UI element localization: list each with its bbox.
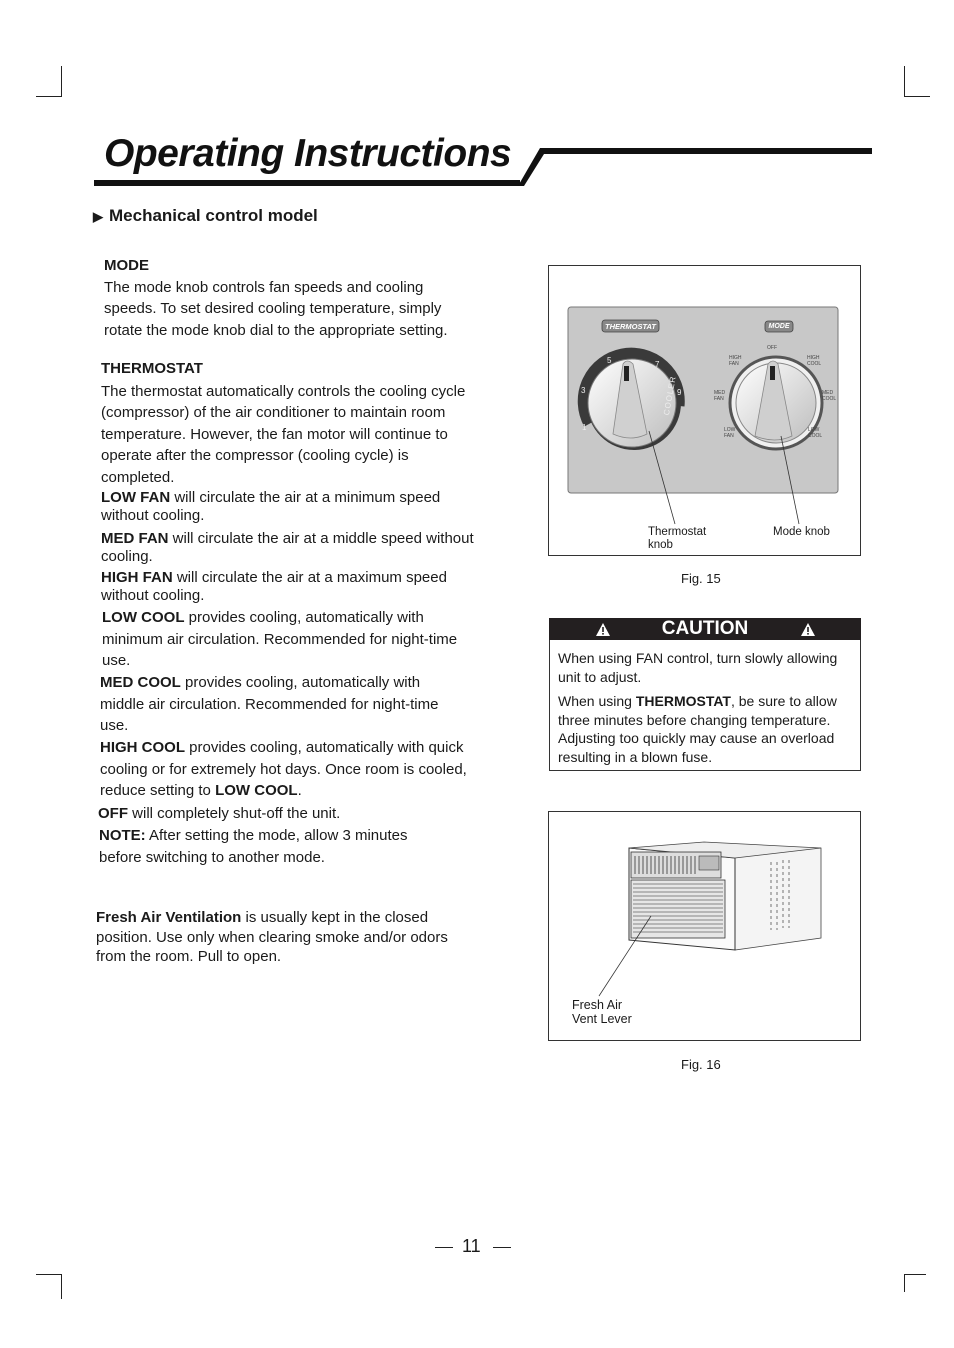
setting-text: will circulate the air at a maximum speed without cooling. (101, 569, 447, 604)
fresh-air-lever-label (572, 998, 632, 1026)
crop-mark (904, 1274, 926, 1275)
page-number-dash (435, 1247, 453, 1248)
setting-med-fan (101, 530, 476, 566)
cooler-text: COOLER (661, 375, 678, 416)
setting-low-fan (101, 489, 476, 525)
setting-term: LOW COOL (215, 782, 298, 799)
setting-term: LOW FAN (101, 489, 171, 506)
setting-text: provides cooling, automatically with minimum air circulation. Recommended for night-time use. (102, 609, 458, 669)
setting-high-fan (101, 569, 476, 605)
page-title: Operating Instructions (104, 132, 512, 175)
mode-position: MED FAN (714, 390, 726, 402)
caution-text: When using (558, 693, 636, 709)
setting-med-cool (100, 672, 445, 737)
setting-text: provides cooling, automatically with middle air circulation. Recommended for night-time use. (100, 674, 439, 734)
setting-text: . (297, 782, 302, 799)
setting-high-cool (100, 737, 472, 802)
label-line: knob (648, 539, 673, 551)
setting-low-cool (102, 607, 462, 672)
setting-text: provides cooling, automatically with quick cooling or for extremely hot days. Once room is cooled, reduce setting to (100, 739, 467, 799)
caution-paragraph: When using FAN control, turn slowly allowing unit to adjust. (558, 650, 838, 685)
thermostat-number: 9 (677, 388, 682, 397)
figure-caption: Fig. 15 (681, 571, 721, 586)
section-heading-text: Mechanical control model (109, 206, 318, 225)
mode-position: OFF (767, 345, 777, 351)
setting-note (99, 825, 409, 868)
warning-icon (800, 622, 816, 637)
mode-position: HIGH FAN (729, 355, 742, 367)
fresh-air-text: is usually kept in the closed position. Use only when clearing smoke and/or odors from the room. Pull to open. (96, 909, 448, 965)
caution-bold: THERMOSTAT (635, 693, 731, 709)
label-line: Vent Lever (572, 1012, 632, 1026)
thermostat-knob-label (648, 526, 706, 552)
setting-text: will completely shut-off the unit. (128, 805, 341, 822)
fresh-air-paragraph (96, 908, 464, 967)
crop-mark (904, 1274, 905, 1292)
crop-mark (61, 1274, 62, 1299)
figure-air-conditioner (548, 811, 861, 1041)
mode-position: MED COOL (822, 390, 837, 402)
mode-text: The mode knob controls fan speeds and cooling speeds. To set desired cooling temperature, simply rotate the mode knob dial to the appropriate setting. (104, 278, 448, 339)
mode-heading: MODE (104, 257, 149, 274)
thermostat-heading: THERMOSTAT (101, 360, 203, 377)
label-line: Fresh Air (572, 998, 623, 1012)
figure-control-panel (548, 265, 861, 556)
page-number-dash (493, 1247, 511, 1248)
thermostat-number: 1 (582, 423, 587, 432)
control-panel-illustration (549, 266, 860, 555)
page-number: 11 (462, 1236, 481, 1256)
figure-caption: Fig. 16 (681, 1057, 721, 1072)
caution-text: , be sure to allow three minutes before changing temperature. Adjusting too quickly may cause an overload resulting in a blown fuse. (558, 693, 837, 765)
mode-position: LOW FAN (724, 427, 736, 439)
setting-term: MED FAN (101, 530, 169, 547)
thermostat-number: 5 (607, 356, 612, 365)
title-underline (0, 0, 954, 200)
setting-text: will circulate the air at a middle speed without cooling. (101, 530, 474, 565)
thermostat-plate-label: THERMOSTAT (605, 322, 656, 331)
mode-knob-label: Mode knob (773, 526, 830, 538)
section-heading (93, 206, 318, 226)
mode-position: HIGH COOL (807, 355, 822, 367)
mode-paragraph (104, 255, 476, 341)
setting-text: will circulate the air at a minimum speed without cooling. (101, 489, 441, 524)
mode-plate-label: MODE (768, 323, 790, 330)
setting-term: HIGH COOL (100, 739, 185, 756)
setting-term: NOTE: (99, 827, 146, 844)
thermostat-number: 7 (655, 360, 660, 369)
mode-position: LOW COOL (808, 427, 823, 439)
setting-text: After setting the mode, allow 3 minutes before switching to another mode. (99, 827, 408, 866)
fresh-air-term: Fresh Air Ventilation (96, 909, 242, 926)
label-line: Thermostat (648, 526, 707, 538)
setting-term: LOW COOL (102, 609, 185, 626)
thermostat-paragraph (101, 358, 476, 488)
setting-off (98, 803, 473, 825)
setting-term: HIGH FAN (101, 569, 173, 586)
bullet-triangle-icon: ▶ (93, 209, 103, 224)
thermostat-text: The thermostat automatically controls the cooling cycle (compressor) of the air conditioner to maintain room temperature. However, the fan motor will continue to operate after the compressor (cooling cycle) is completed. (101, 382, 466, 486)
setting-term: MED COOL (100, 674, 181, 691)
thermostat-number: 3 (581, 386, 586, 395)
crop-mark (36, 1274, 62, 1275)
caution-paragraph (550, 692, 860, 766)
caution-body (549, 640, 861, 771)
setting-term: OFF (98, 805, 128, 822)
caution-header (549, 618, 861, 640)
caution-title: CAUTION (661, 618, 749, 639)
